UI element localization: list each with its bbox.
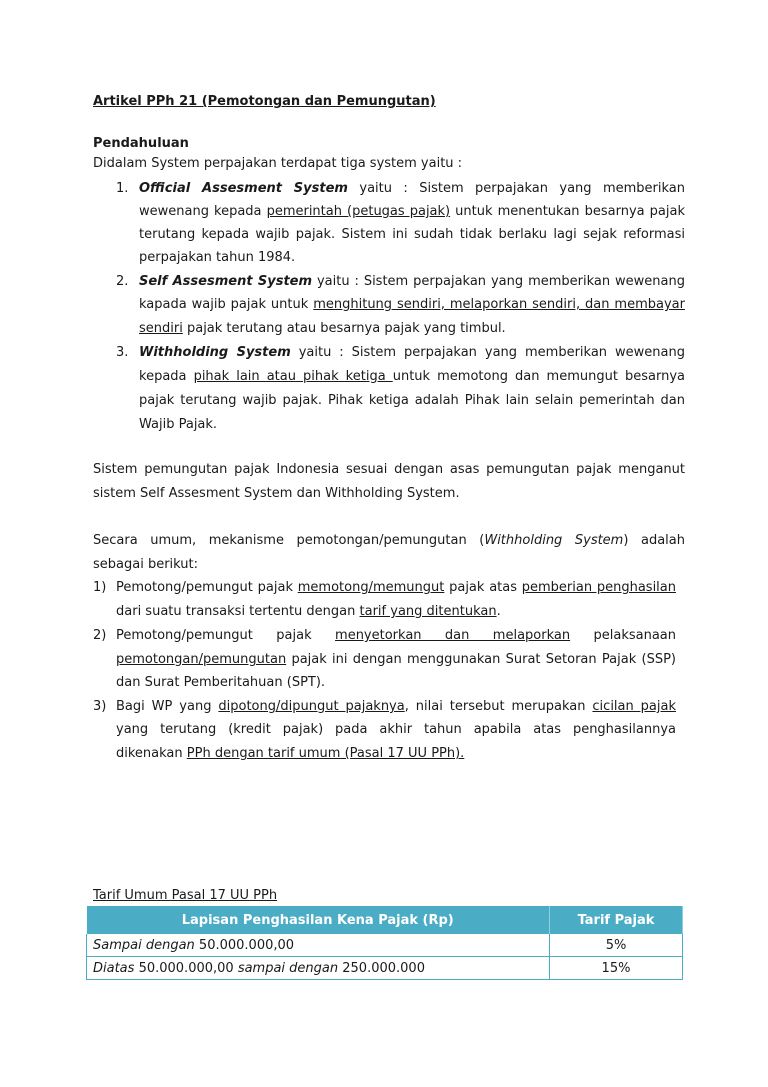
text: 250.000.000 (338, 960, 425, 976)
list-item (139, 270, 685, 293)
paragraph (93, 529, 685, 552)
list-item (116, 695, 676, 718)
list-number: 3) (93, 699, 107, 714)
tarif-table (86, 906, 683, 980)
list-item (139, 177, 685, 200)
text: wewenang kepada (139, 204, 267, 219)
list-item (139, 341, 685, 364)
underlined-text: memotong/memungut (297, 580, 445, 595)
table-cell-rate: 5% (550, 934, 683, 957)
text: dari suatu transaksi tertentu dengan (116, 604, 360, 619)
column-header-tarif: Tarif Pajak (550, 906, 683, 934)
table-row (87, 934, 683, 957)
text: . (496, 604, 501, 619)
table-cell (87, 957, 550, 980)
list-number: 2) (93, 628, 107, 643)
underlined-text: pemerintah (petugas pajak) (266, 204, 451, 219)
list-item-line (139, 317, 506, 340)
list-item-line: perpajakan tahun 1984. (139, 250, 296, 265)
paragraph-line: sebagai berikut: (93, 557, 199, 572)
list-item-text: yaitu : Sistem perpajakan yang memberikan wewenang (312, 274, 685, 289)
list-number: 3. (116, 345, 129, 360)
underlined-text: tarif yang ditentukan (359, 604, 497, 619)
underlined-text: PPh dengan tarif umum (Pasal 17 UU PPh). (186, 746, 465, 761)
list-item-text: yaitu : Sistem perpajakan yang memberikan wewenang (290, 345, 685, 360)
underlined-text: pemberian penghasilan (521, 580, 677, 595)
paragraph-line: sistem Self Assesment System dan Withholding System. (93, 486, 460, 501)
underlined-text: dipotong/dipungut pajaknya (218, 699, 405, 714)
list-item-line (116, 742, 464, 765)
table-cell (87, 934, 550, 957)
list-item (116, 624, 676, 647)
text: kepada (139, 369, 194, 384)
text: pajak terutang atau besarnya pajak yang timbul. (182, 321, 506, 336)
text: 50.000.000,00 (194, 937, 295, 953)
italic-text: Sampai dengan (93, 937, 195, 953)
text: Pemotong/pemungut pajak (116, 628, 336, 643)
list-item-text: yaitu : Sistem perpajakan yang memberikan (347, 181, 685, 196)
table-row (87, 957, 683, 980)
text: untuk memotong dan memungut besarnya (392, 369, 685, 384)
paragraph: Sistem pemungutan pajak Indonesia sesuai dengan asas pemungutan pajak menganut (93, 462, 685, 477)
text: ) adalah (623, 533, 685, 548)
list-item-line (139, 293, 685, 316)
intro-text: Didalam System perpajakan terdapat tiga system yaitu : (93, 156, 463, 171)
text: Pemotong/pemungut pajak (116, 580, 298, 595)
list-item-line (116, 648, 676, 671)
italic-text: sampai dengan (237, 960, 339, 976)
list-item-line: pajak terutang wajib pajak. Pihak ketiga adalah Pihak lain selain pemerintah dan (139, 393, 685, 408)
underlined-text: cicilan pajak (592, 699, 676, 714)
system-name: Official Assesment System (139, 181, 348, 196)
text: untuk menentukan besarnya pajak (450, 204, 685, 219)
table-cell-rate: 15% (550, 957, 683, 980)
section-heading: Pendahuluan (93, 136, 189, 151)
text: pajak ini dengan menggunakan Surat Setoran Pajak (SSP) (286, 652, 676, 667)
text: Secara umum, mekanisme pemotongan/pemungutan ( (93, 533, 485, 548)
list-item (116, 576, 676, 599)
text: pajak atas (444, 580, 522, 595)
text: dikenakan (116, 746, 187, 761)
underlined-text: menghitung sendiri, melaporkan sendiri, dan membayar (313, 297, 685, 312)
italic-text: Diatas (93, 960, 135, 976)
text: pelaksanaan (570, 628, 677, 643)
column-header-lapisan: Lapisan Penghasilan Kena Pajak (Rp) (87, 906, 550, 934)
italic-text: Withholding System (484, 533, 624, 548)
system-name: Self Assesment System (139, 274, 313, 289)
text: Bagi WP yang (116, 699, 219, 714)
list-item-line (139, 200, 685, 223)
list-item-line (139, 365, 685, 388)
underlined-text: sendiri (139, 321, 183, 336)
list-item-line: terutang kepada wajib pajak. Sistem ini sudah tidak berlaku lagi sejak reformasi (139, 227, 685, 242)
list-number: 1) (93, 580, 107, 595)
list-item-line: yang terutang (kredit pajak) pada akhir tahun apabila atas penghasilannya (116, 722, 676, 737)
text: kapada wajib pajak untuk (139, 297, 314, 312)
list-number: 2. (116, 274, 129, 289)
underlined-text: menyetorkan dan melaporkan (335, 628, 571, 643)
list-number: 1. (116, 181, 129, 196)
document-title: Artikel PPh 21 (Pemotongan dan Pemungutan) (93, 94, 436, 109)
text: 50.000.000,00 (134, 960, 238, 976)
list-item-line: dan Surat Pemberitahuan (SPT). (116, 675, 326, 690)
system-name: Withholding System (139, 345, 291, 360)
underlined-text: pihak lain atau pihak ketiga (193, 369, 393, 384)
text: , nilai tersebut merupakan (404, 699, 593, 714)
list-item-line: Wajib Pajak. (139, 417, 218, 432)
table-header-row (87, 906, 683, 934)
table-title: Tarif Umum Pasal 17 UU PPh (93, 888, 278, 903)
underlined-text: pemotongan/pemungutan (116, 652, 287, 667)
list-item-line (116, 600, 501, 623)
